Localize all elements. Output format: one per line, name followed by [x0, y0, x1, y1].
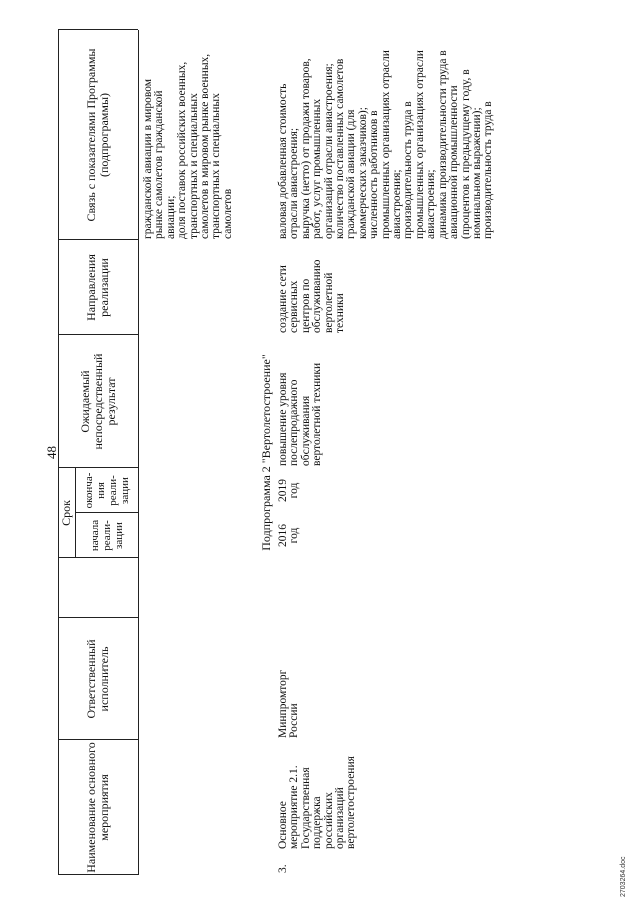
header-start: начала реали- зации: [88, 519, 125, 552]
header-executor: Ответственный исполнитель: [84, 639, 111, 719]
header-links: Связь с показателями Программы (подпрограммы): [84, 48, 111, 222]
row-number: 3.: [277, 864, 289, 873]
row-directions: создание сети сервисных центров по обслуживанию вертолетной техники: [277, 259, 347, 333]
header-term: Срок: [59, 500, 73, 526]
row-end: 2019 год: [277, 479, 301, 502]
continuation-links: гражданской авиации в мировом рынке самолетов гражданской авиации; доля поставок российских военных, транспортных и специальных самолетов в мировом рынке военных, транспортных и специальных самолетов: [142, 53, 234, 239]
subprogram-title: Подпрограмма 2 "Вертолетостроение": [259, 354, 273, 551]
header-directions: Направления реализации: [84, 254, 111, 321]
row-executor: Минпромторг России: [277, 669, 301, 738]
header-end: оконча- ния реали- зации: [82, 472, 131, 509]
row-start: 2016 год: [277, 524, 301, 547]
row-name: Основное мероприятие 2.1. Государственная поддержка российских организаций вертолетостроения: [277, 756, 358, 849]
row-links: валовая добавленная стоимость отрасли авиастроения; выручка (нетто) от продажи товаров, работ, услуг промышленных организаций отрасли авиастроения; количество поставленных самолетов гражданской авиации (для коммерческих заказчиков); численность работников в промышленных организациях отрасли авиастроения; производительность труда в промышленных организациях отрасли авиастроения; динамика производительности труда в авиационной промышленности (процентов к предыдущему году, в номинальном выражении); производительность труда в: [277, 50, 495, 239]
header-result: Ожидаемый непосредственный результат: [77, 353, 118, 450]
header-name: Наименование основного мероприятия: [84, 742, 111, 873]
row-result: повышение уровня послепродажного обслуживания вертолетной техники: [277, 362, 324, 466]
page-number: 48: [44, 446, 59, 459]
document-id: 2703264.doc: [620, 856, 627, 897]
